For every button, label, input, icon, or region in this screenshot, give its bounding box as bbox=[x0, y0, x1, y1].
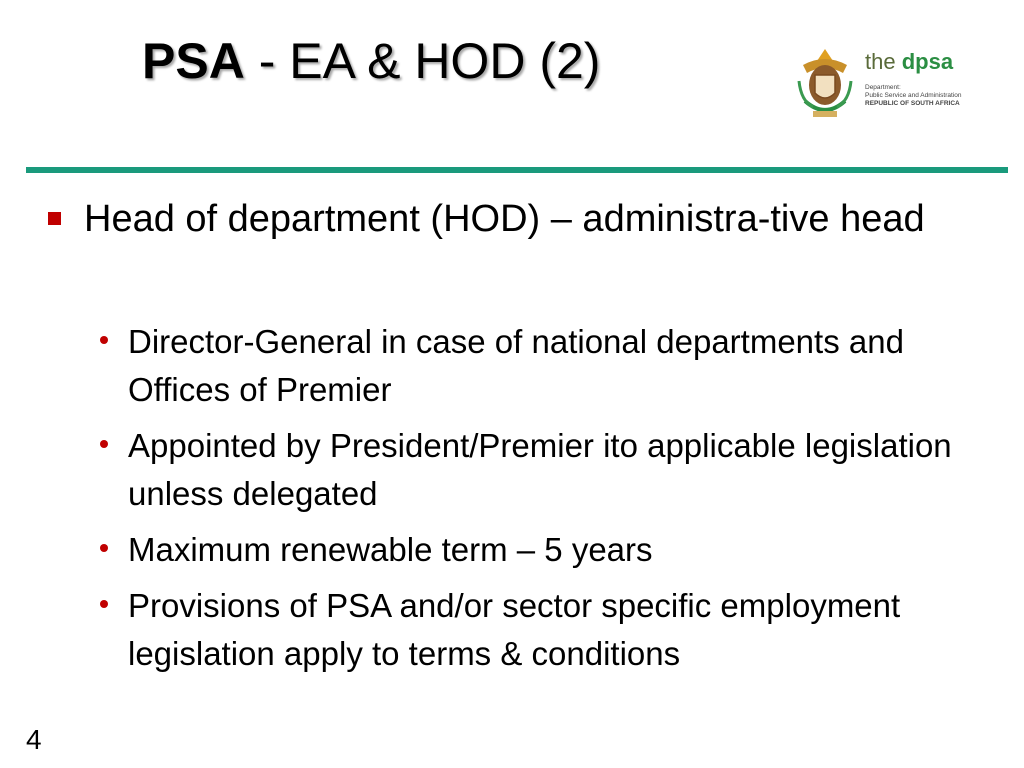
dot-bullet-icon bbox=[100, 544, 108, 552]
title-divider bbox=[26, 167, 1008, 173]
sub-bullet-list bbox=[100, 318, 960, 686]
sub-bullet-text: Maximum renewable term – 5 years bbox=[128, 531, 653, 568]
dot-bullet-icon bbox=[100, 600, 108, 608]
slide-title bbox=[142, 33, 601, 89]
title-bold-part: PSA bbox=[142, 33, 245, 89]
brand-dpsa: dpsa bbox=[901, 49, 954, 74]
logo-line-department: Department: bbox=[865, 84, 901, 91]
sub-bullet-text: Director-General in case of national departments and Offices of Premier bbox=[128, 323, 904, 408]
logo-line-republic: REPUBLIC OF SOUTH AFRICA bbox=[865, 100, 960, 107]
page-number: 4 bbox=[26, 724, 42, 755]
coat-of-arms-icon bbox=[795, 45, 855, 123]
sub-bullet bbox=[100, 582, 960, 678]
dot-bullet-icon bbox=[100, 336, 108, 344]
sub-bullet bbox=[100, 422, 960, 518]
title-rest: - EA & HOD (2) bbox=[244, 33, 601, 89]
dpsa-logo bbox=[795, 45, 980, 125]
sub-bullet-text: Provisions of PSA and/or sector specific employment legislation apply to terms & conditions bbox=[128, 587, 901, 672]
brand-name bbox=[865, 49, 953, 75]
main-bullet: Head of department (HOD) – administra-tive head bbox=[84, 198, 925, 240]
square-bullet-icon bbox=[48, 212, 61, 225]
sub-bullet-text: Appointed by President/Premier ito applicable legislation unless delegated bbox=[128, 427, 952, 512]
logo-line-public-service: Public Service and Administration bbox=[865, 92, 962, 99]
sub-bullet bbox=[100, 318, 960, 414]
brand-prefix: the bbox=[865, 49, 902, 74]
dot-bullet-icon bbox=[100, 440, 108, 448]
sub-bullet bbox=[100, 526, 960, 574]
